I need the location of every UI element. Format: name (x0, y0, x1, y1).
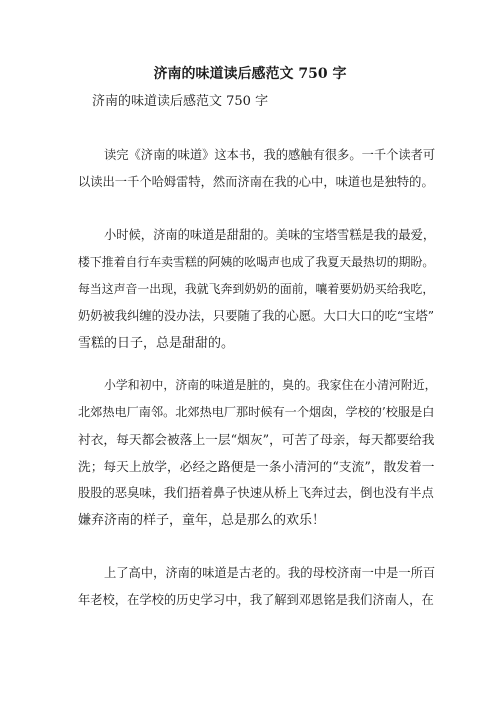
paragraph-4 (78, 560, 438, 614)
paragraph-line: 奶奶被我纠缠的没办法，只要随了我的心愿。大口大口的吃“宝塔” (78, 309, 434, 323)
paragraph-1 (78, 142, 438, 196)
paragraph-3 (78, 372, 438, 534)
paragraph-line: 上了高中，济南的味道是古老的。我的母校济南一中是一所百 (104, 566, 436, 580)
paragraph-line: 股股的恶臭味，我们捂着鼻子快速从桥上飞奔过去，倒也没有半点 (78, 486, 434, 500)
paragraph-line: 嫌弃济南的样子，童年，总是那么的欢乐！ (78, 513, 326, 528)
document-title: 济南的味道读后感范文 750 字 (153, 66, 347, 82)
paragraph-line: 北郊热电厂南邻。北郊热电厂那时候有一个烟囱，学校的’校服是白 (78, 405, 435, 419)
document-subtitle: 济南的味道读后感范文 750 字 (92, 94, 269, 109)
paragraph-line: 楼下推着自行车卖雪糕的阿姨的吆喝声也成了我夏天最热切的期盼。 (78, 255, 435, 269)
paragraph-line: 洗；每天上放学，必经之路便是一条小清河的“支流”，散发着一 (78, 459, 435, 474)
paragraph-line: 读完《济南的味道》这本书，我的感触有很多。一千个读者可 (104, 148, 436, 162)
paragraph-line: 小时候，济南的味道是甜甜的。美味的宝塔雪糕是我的最爱， (104, 228, 436, 242)
paragraph-line: 雪糕的日子，总是甜甜的。 (78, 336, 235, 351)
paragraph-line: 每当这声音一出现，我就飞奔到奶奶的面前，嚷着要奶奶买给我吃， (78, 282, 435, 296)
paragraph-line: 以读出一千个哈姆雷特，然而济南在我的心中，味道也是独特的。 (78, 175, 434, 189)
paragraph-2 (78, 222, 438, 357)
paragraph-line: 衬衣，每天都会被落上一层“烟灰”，可苦了母亲，每天都要给我 (78, 432, 435, 447)
paragraph-line: 年老校，在学校的历史学习中，我了解到邓恩铭是我们济南人，在 (78, 593, 434, 607)
paragraph-line: 小学和初中，济南的味道是脏的，臭的。我家住在小清河附近， (104, 378, 437, 392)
